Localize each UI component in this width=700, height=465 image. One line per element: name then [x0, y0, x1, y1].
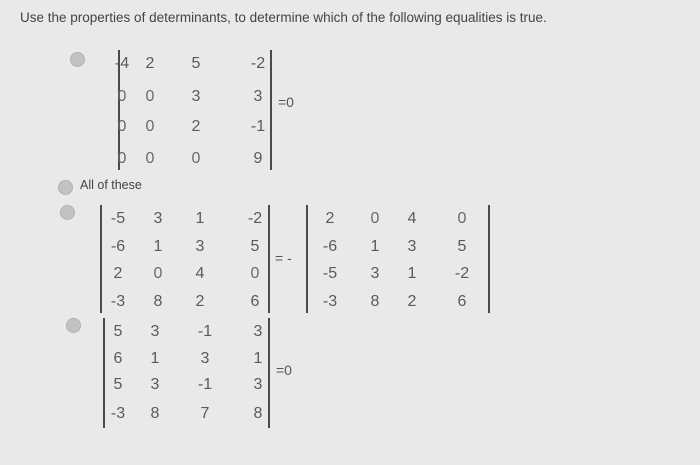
matrix-cell: 0 — [145, 150, 155, 167]
matrix-cell: 1 — [153, 238, 163, 255]
matrix-cell: 6 — [250, 293, 260, 310]
matrix-cell: 0 — [250, 265, 260, 282]
matrix-cell: 6 — [457, 293, 467, 310]
matrix-cell: 5 — [191, 55, 201, 72]
option-c-left-bar-r — [268, 205, 270, 313]
matrix-cell: 1 — [150, 350, 160, 367]
matrix-cell: 8 — [253, 405, 263, 422]
option-c-equals-minus: = - — [275, 250, 292, 266]
matrix-cell: 8 — [150, 405, 160, 422]
option-d-equals-zero: =0 — [276, 362, 292, 378]
matrix-cell: 3 — [253, 323, 263, 340]
option-a-equals-zero: =0 — [278, 94, 294, 110]
matrix-cell: 0 — [145, 118, 155, 135]
matrix-cell: 1 — [407, 265, 417, 282]
matrix-cell: -3 — [110, 293, 126, 310]
matrix-cell: -3 — [322, 293, 338, 310]
matrix-cell: 2 — [325, 210, 335, 227]
matrix-cell: -1 — [197, 376, 213, 393]
matrix-cell: -1 — [250, 118, 266, 135]
option-d-radio[interactable] — [66, 318, 81, 333]
option-b-label: All of these — [80, 178, 142, 192]
matrix-cell: 4 — [195, 265, 205, 282]
matrix-cell: 4 — [407, 210, 417, 227]
matrix-cell: -4 — [114, 55, 130, 72]
matrix-cell: 8 — [153, 293, 163, 310]
matrix-cell: 9 — [253, 150, 263, 167]
matrix-cell: 0 — [145, 88, 155, 105]
matrix-cell: 5 — [457, 238, 467, 255]
matrix-cell: 5 — [113, 323, 123, 340]
option-b-radio[interactable] — [58, 180, 73, 195]
matrix-cell: -2 — [250, 55, 266, 72]
matrix-cell: 3 — [370, 265, 380, 282]
matrix-cell: 5 — [250, 238, 260, 255]
matrix-cell: 0 — [370, 210, 380, 227]
matrix-cell: 5 — [113, 376, 123, 393]
option-c-right-bar-l — [306, 205, 308, 313]
matrix-cell: -2 — [247, 210, 263, 227]
matrix-cell: -5 — [110, 210, 126, 227]
option-a-radio[interactable] — [70, 52, 85, 67]
matrix-cell: 1 — [253, 350, 263, 367]
matrix-cell: 3 — [153, 210, 163, 227]
matrix-cell: 6 — [113, 350, 123, 367]
matrix-cell: 3 — [253, 88, 263, 105]
matrix-cell: 3 — [150, 323, 160, 340]
matrix-cell: 0 — [117, 118, 127, 135]
matrix-cell: 2 — [407, 293, 417, 310]
matrix-cell: 0 — [153, 265, 163, 282]
matrix-cell: 7 — [200, 405, 210, 422]
matrix-cell: 0 — [457, 210, 467, 227]
matrix-cell: 3 — [407, 238, 417, 255]
matrix-cell: 0 — [117, 88, 127, 105]
matrix-cell: -3 — [110, 405, 126, 422]
matrix-cell: 3 — [150, 376, 160, 393]
matrix-cell: 8 — [370, 293, 380, 310]
matrix-cell: -2 — [454, 265, 470, 282]
matrix-cell: -6 — [322, 238, 338, 255]
option-c-right-bar-r — [488, 205, 490, 313]
matrix-cell: -5 — [322, 265, 338, 282]
matrix-cell: 0 — [191, 150, 201, 167]
matrix-cell: 1 — [370, 238, 380, 255]
matrix-cell: 2 — [145, 55, 155, 72]
matrix-cell: -6 — [110, 238, 126, 255]
matrix-cell: 2 — [191, 118, 201, 135]
option-c-left-bar-l — [100, 205, 102, 313]
matrix-cell: 3 — [200, 350, 210, 367]
matrix-cell: 3 — [195, 238, 205, 255]
option-c-radio[interactable] — [60, 205, 75, 220]
matrix-cell: 3 — [253, 376, 263, 393]
matrix-cell: -1 — [197, 323, 213, 340]
matrix-cell: 2 — [195, 293, 205, 310]
matrix-cell: 2 — [113, 265, 123, 282]
question-text: Use the properties of determinants, to determine which of the following equalities is true. — [20, 10, 547, 25]
matrix-cell: 0 — [117, 150, 127, 167]
matrix-cell: 3 — [191, 88, 201, 105]
matrix-cell: 1 — [195, 210, 205, 227]
